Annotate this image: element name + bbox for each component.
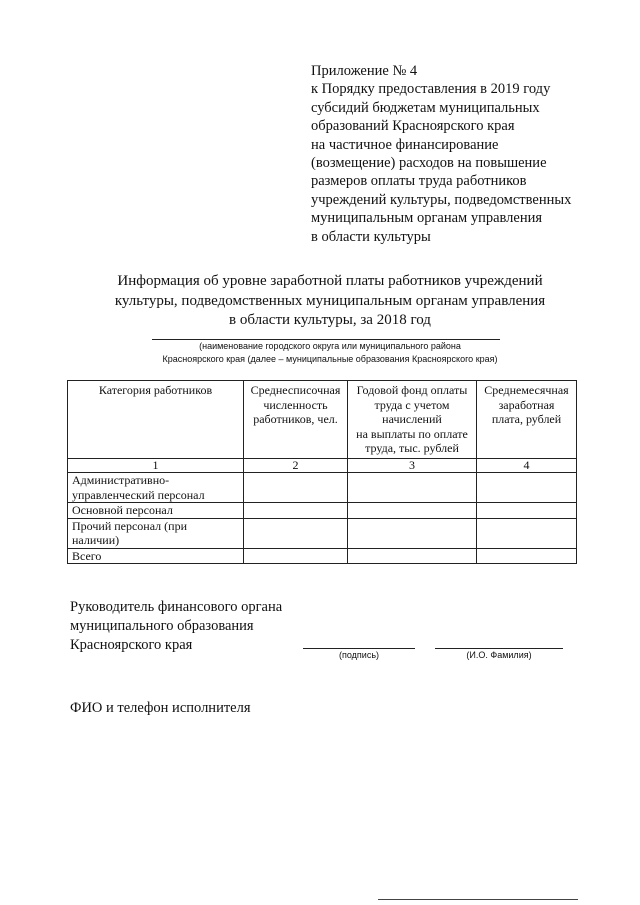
appendix-line: на частичное финансирование bbox=[311, 136, 499, 153]
signer-block bbox=[70, 598, 282, 655]
signer-line: Руководитель финансового органа bbox=[70, 599, 283, 615]
row-label-line: наличии) bbox=[72, 533, 120, 547]
full-name-line[interactable] bbox=[435, 648, 563, 649]
header-line: численность bbox=[263, 397, 328, 412]
header-line: начислений bbox=[382, 412, 442, 426]
table-cell[interactable] bbox=[477, 518, 577, 548]
document-title bbox=[70, 272, 590, 331]
header-line: Годовой фонд оплаты bbox=[356, 383, 468, 397]
header-headcount bbox=[244, 381, 348, 459]
appendix-line: размеров оплаты труда работников bbox=[311, 173, 527, 190]
table-cell[interactable] bbox=[477, 473, 577, 503]
table-cell[interactable] bbox=[348, 503, 477, 519]
full-name-caption: (И.О. Фамилия) bbox=[466, 650, 532, 660]
appendix-line: образований Красноярского края bbox=[311, 118, 515, 135]
table-cell[interactable] bbox=[477, 503, 577, 519]
title-line: в области культуры, за 2018 год bbox=[229, 312, 431, 328]
header-monthly-salary bbox=[477, 381, 577, 459]
header-line: Среднемесячная bbox=[484, 383, 569, 397]
table-row bbox=[68, 518, 577, 548]
header-annual-fund bbox=[348, 381, 477, 459]
page-bottom-rule bbox=[378, 899, 578, 900]
row-label-line: Основной персонал bbox=[72, 503, 173, 517]
municipality-name-caption bbox=[110, 340, 550, 366]
table-cell[interactable] bbox=[348, 473, 477, 503]
header-line: на выплаты по оплате bbox=[356, 426, 468, 441]
appendix-line: к Порядку предоставления в 2019 году bbox=[311, 81, 551, 98]
appendix-block bbox=[311, 62, 611, 246]
signature-caption: (подпись) bbox=[338, 650, 380, 660]
signature-line[interactable] bbox=[303, 648, 415, 649]
column-number: 2 bbox=[244, 459, 348, 473]
appendix-line: Приложение № 4 bbox=[311, 63, 418, 79]
header-line: труда с учетом bbox=[374, 397, 450, 412]
header-line: Категория работников bbox=[98, 383, 213, 397]
appendix-line: субсидий бюджетам муниципальных bbox=[311, 99, 540, 116]
header-line: работников, чел. bbox=[253, 412, 338, 426]
table-cell[interactable] bbox=[244, 548, 348, 564]
column-number: 3 bbox=[348, 459, 477, 473]
title-line: Информация об уровне заработной платы работников учреждений bbox=[117, 273, 543, 289]
executor-label: ФИО и телефон исполнителя bbox=[70, 700, 251, 716]
row-label-line: Всего bbox=[72, 548, 102, 563]
header-category bbox=[68, 381, 244, 459]
row-label bbox=[68, 503, 244, 519]
appendix-line: муниципальным органам управления bbox=[311, 210, 543, 227]
header-line: Среднесписочная bbox=[250, 383, 341, 397]
appendix-line: (возмещение) расходов на повышение bbox=[311, 155, 547, 172]
header-line: заработная bbox=[498, 397, 555, 412]
column-number: 1 bbox=[68, 459, 244, 473]
table-row bbox=[68, 548, 577, 564]
row-label bbox=[68, 548, 244, 564]
salary-table bbox=[67, 380, 577, 564]
row-label-line: Административно- bbox=[72, 473, 170, 487]
table-cell[interactable] bbox=[348, 518, 477, 548]
column-number: 4 bbox=[477, 459, 577, 473]
signer-line: Красноярского края bbox=[70, 637, 193, 653]
table-cell[interactable] bbox=[477, 548, 577, 564]
appendix-line: учреждений культуры, подведомственных bbox=[311, 191, 572, 208]
table-cell[interactable] bbox=[244, 473, 348, 503]
table-header-row bbox=[68, 381, 577, 459]
caption-line: Красноярского края (далее – муниципальные образования Красноярского края) bbox=[162, 354, 498, 364]
table-cell[interactable] bbox=[348, 548, 477, 564]
signer-line: муниципального образования bbox=[70, 618, 254, 634]
appendix-line: в области культуры bbox=[311, 228, 431, 245]
table-row bbox=[68, 503, 577, 519]
row-label-line: управленческий персонал bbox=[72, 487, 205, 502]
title-line: культуры, подведомственных муниципальным органам управления bbox=[114, 292, 546, 309]
row-label-line: Прочий персонал (при bbox=[72, 518, 187, 533]
table-cell[interactable] bbox=[244, 518, 348, 548]
caption-line: (наименование городского округа или муниципального района bbox=[199, 341, 461, 351]
table-cell[interactable] bbox=[244, 503, 348, 519]
row-label bbox=[68, 473, 244, 503]
column-number-row bbox=[68, 459, 577, 473]
row-label bbox=[68, 518, 244, 548]
header-line: труда, тыс. рублей bbox=[365, 441, 459, 455]
table-row bbox=[68, 473, 577, 503]
header-line: плата, рублей bbox=[491, 412, 562, 426]
